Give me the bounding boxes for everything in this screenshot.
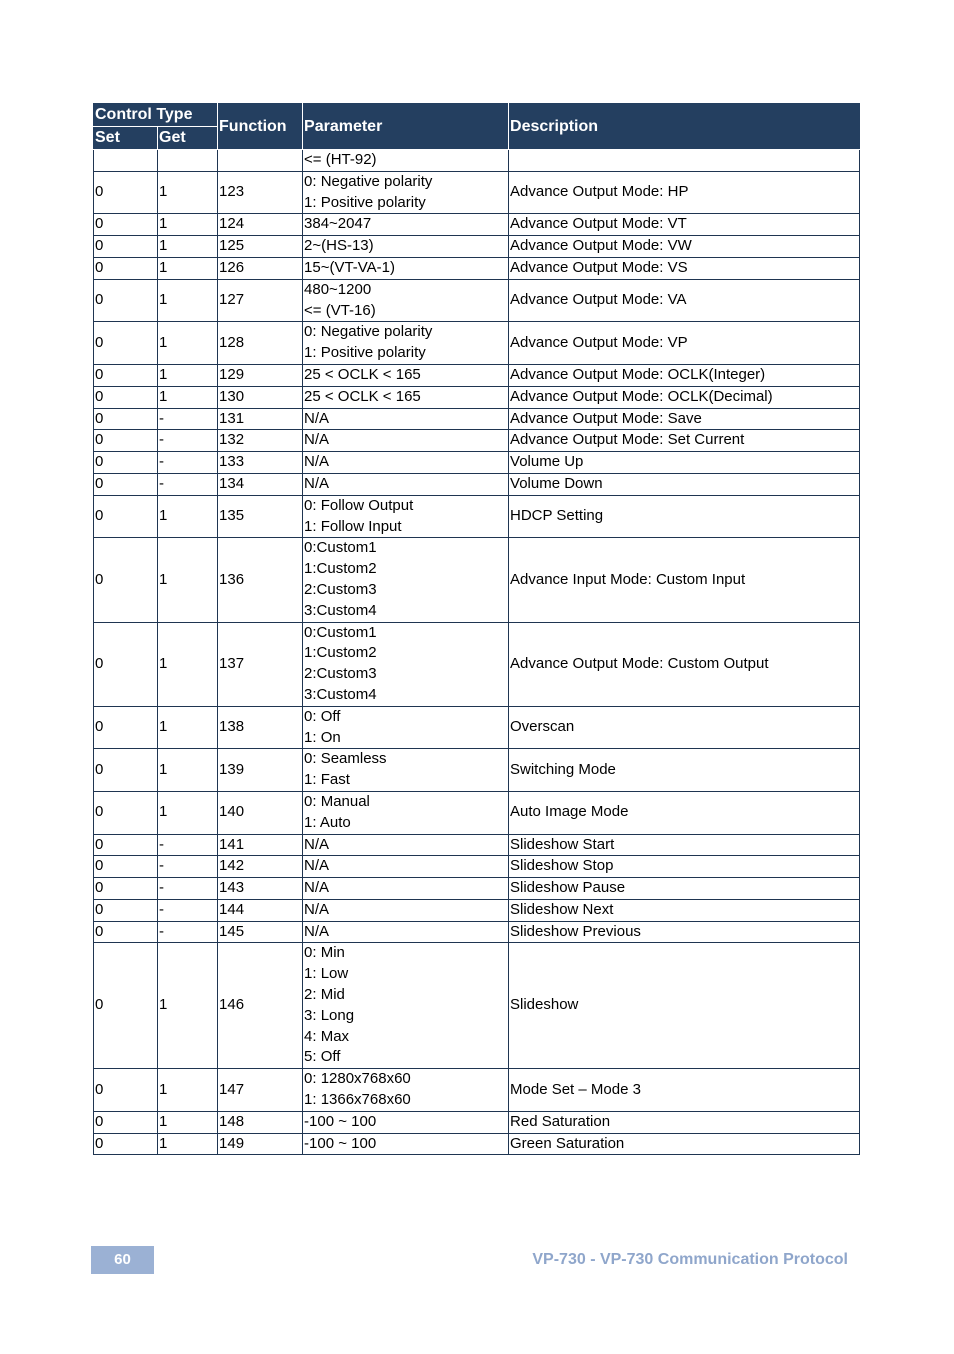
- cell-get: [158, 150, 218, 172]
- cell-description: Advance Output Mode: HP: [509, 171, 860, 214]
- parameter-line: 15~(VT-VA-1): [304, 258, 396, 276]
- cell-function: 146: [218, 943, 303, 1069]
- cell-function: 126: [218, 257, 303, 279]
- cell-description: Advance Output Mode: Set Current: [509, 430, 860, 452]
- header-control-type: Control Type: [94, 104, 218, 127]
- table-row: [94, 214, 860, 236]
- cell-get: -: [158, 452, 218, 474]
- cell-set: 0: [94, 279, 158, 322]
- parameter-line: 0:Custom1: [304, 623, 377, 641]
- header-get: Get: [158, 127, 218, 150]
- cell-parameter: [303, 899, 509, 921]
- table-row: [94, 622, 860, 706]
- table-row: [94, 452, 860, 474]
- cell-set: 0: [94, 538, 158, 622]
- header-function: Function: [218, 104, 303, 150]
- cell-function: 128: [218, 322, 303, 365]
- parameter-line: 3: Long: [304, 1006, 355, 1024]
- cell-set: 0: [94, 921, 158, 943]
- parameter-line: 1:Custom2: [304, 560, 377, 578]
- parameter-line: N/A: [304, 900, 330, 918]
- cell-parameter: [303, 834, 509, 856]
- table-row: [94, 171, 860, 214]
- cell-set: 0: [94, 171, 158, 214]
- parameter-line: 3:Custom4: [304, 601, 377, 619]
- cell-parameter: [303, 622, 509, 706]
- parameter-line: 0:Custom1: [304, 539, 377, 557]
- cell-description: Advance Input Mode: Custom Input: [509, 538, 860, 622]
- table-row: [94, 921, 860, 943]
- parameter-line: 0: 1280x768x60: [304, 1070, 411, 1088]
- cell-set: 0: [94, 749, 158, 792]
- parameter-line: N/A: [304, 409, 330, 427]
- footer-document-title: VP-730 - VP-730 Communication Protocol: [532, 1251, 848, 1268]
- cell-set: 0: [94, 1069, 158, 1112]
- cell-set: 0: [94, 430, 158, 452]
- cell-get: 1: [158, 538, 218, 622]
- cell-description: Mode Set – Mode 3: [509, 1069, 860, 1112]
- parameter-line: 2:Custom3: [304, 665, 377, 683]
- table-row: [94, 322, 860, 365]
- parameter-line: 1: Follow Input: [304, 517, 402, 535]
- table-row: [94, 791, 860, 834]
- cell-parameter: [303, 856, 509, 878]
- cell-description: Advance Output Mode: OCLK(Decimal): [509, 386, 860, 408]
- parameter-line: 4: Max: [304, 1027, 350, 1045]
- cell-get: 1: [158, 279, 218, 322]
- cell-get: 1: [158, 749, 218, 792]
- cell-get: 1: [158, 791, 218, 834]
- cell-set: 0: [94, 452, 158, 474]
- cell-description: Overscan: [509, 706, 860, 749]
- cell-set: 0: [94, 495, 158, 538]
- cell-description: Green Saturation: [509, 1133, 860, 1155]
- cell-description: Advance Output Mode: OCLK(Integer): [509, 364, 860, 386]
- cell-description: Slideshow Start: [509, 834, 860, 856]
- parameter-line: <= (HT-92): [304, 151, 377, 168]
- cell-parameter: [303, 1069, 509, 1112]
- table-row: [94, 538, 860, 622]
- cell-description: Slideshow Pause: [509, 878, 860, 900]
- cell-set: 0: [94, 834, 158, 856]
- cell-set: 0: [94, 214, 158, 236]
- table-row: [94, 943, 860, 1069]
- table-header: [94, 104, 860, 150]
- cell-parameter: [303, 279, 509, 322]
- parameter-line: N/A: [304, 835, 330, 853]
- cell-parameter: [303, 257, 509, 279]
- cell-description: Slideshow Next: [509, 899, 860, 921]
- cell-function: [218, 150, 303, 172]
- table-row: [94, 749, 860, 792]
- cell-set: 0: [94, 236, 158, 258]
- cell-function: 134: [218, 473, 303, 495]
- cell-description: Advance Output Mode: Save: [509, 408, 860, 430]
- cell-parameter: [303, 749, 509, 792]
- table-row: [94, 150, 860, 172]
- parameter-line: N/A: [304, 474, 330, 492]
- parameter-line: -100 ~ 100: [304, 1134, 377, 1152]
- parameter-line: 2:Custom3: [304, 580, 377, 598]
- parameter-line: 3:Custom4: [304, 685, 377, 703]
- cell-set: 0: [94, 473, 158, 495]
- cell-function: 140: [218, 791, 303, 834]
- cell-get: 1: [158, 236, 218, 258]
- cell-parameter: [303, 386, 509, 408]
- table-row: [94, 430, 860, 452]
- cell-set: 0: [94, 322, 158, 365]
- table-row: [94, 1133, 860, 1155]
- parameter-line: 1: Auto: [304, 813, 351, 831]
- parameter-line: 0: Min: [304, 944, 345, 962]
- cell-get: 1: [158, 364, 218, 386]
- parameter-line: 1: 1366x768x60: [304, 1091, 411, 1109]
- cell-parameter: [303, 1111, 509, 1133]
- table-row: [94, 1069, 860, 1112]
- cell-parameter: [303, 171, 509, 214]
- cell-parameter: [303, 878, 509, 900]
- cell-set: 0: [94, 257, 158, 279]
- cell-get: 1: [158, 495, 218, 538]
- header-parameter: Parameter: [303, 104, 509, 150]
- parameter-line: 1:Custom2: [304, 644, 377, 662]
- cell-set: [94, 150, 158, 172]
- cell-function: 143: [218, 878, 303, 900]
- cell-set: 0: [94, 943, 158, 1069]
- cell-parameter: [303, 408, 509, 430]
- table-row: [94, 408, 860, 430]
- cell-set: 0: [94, 1111, 158, 1133]
- parameter-line: 0: Follow Output: [304, 496, 414, 514]
- parameter-line: 0: Negative polarity: [304, 323, 433, 341]
- cell-set: 0: [94, 878, 158, 900]
- cell-function: 123: [218, 171, 303, 214]
- parameter-line: 1: Low: [304, 965, 349, 983]
- cell-description: Slideshow: [509, 943, 860, 1069]
- parameter-line: 1: On: [304, 728, 341, 746]
- table-row: [94, 495, 860, 538]
- cell-description: Advance Output Mode: Custom Output: [509, 622, 860, 706]
- cell-description: Slideshow Previous: [509, 921, 860, 943]
- cell-parameter: [303, 364, 509, 386]
- cell-function: 142: [218, 856, 303, 878]
- cell-parameter: [303, 430, 509, 452]
- cell-function: 133: [218, 452, 303, 474]
- cell-description: Advance Output Mode: VS: [509, 257, 860, 279]
- cell-get: -: [158, 921, 218, 943]
- cell-set: 0: [94, 899, 158, 921]
- cell-function: 137: [218, 622, 303, 706]
- cell-set: 0: [94, 1133, 158, 1155]
- parameter-line: 25 < OCLK < 165: [304, 387, 421, 405]
- parameter-line: <= (VT-16): [304, 301, 376, 319]
- table-row: [94, 856, 860, 878]
- cell-set: 0: [94, 706, 158, 749]
- cell-get: -: [158, 878, 218, 900]
- cell-function: 144: [218, 899, 303, 921]
- cell-get: -: [158, 899, 218, 921]
- cell-function: 136: [218, 538, 303, 622]
- parameter-line: N/A: [304, 453, 330, 471]
- cell-function: 139: [218, 749, 303, 792]
- cell-function: 131: [218, 408, 303, 430]
- cell-parameter: [303, 1133, 509, 1155]
- cell-function: 124: [218, 214, 303, 236]
- cell-parameter: [303, 150, 509, 172]
- cell-parameter: [303, 706, 509, 749]
- cell-function: 132: [218, 430, 303, 452]
- cell-function: 147: [218, 1069, 303, 1112]
- table-row: [94, 473, 860, 495]
- cell-parameter: [303, 322, 509, 365]
- cell-function: 138: [218, 706, 303, 749]
- cell-function: 127: [218, 279, 303, 322]
- parameter-line: 25 < OCLK < 165: [304, 365, 421, 383]
- cell-set: 0: [94, 622, 158, 706]
- table-row: [94, 386, 860, 408]
- parameter-line: 0: Off: [304, 707, 341, 725]
- cell-get: -: [158, 430, 218, 452]
- cell-get: -: [158, 834, 218, 856]
- table-row: [94, 878, 860, 900]
- cell-get: 1: [158, 214, 218, 236]
- table-row: [94, 706, 860, 749]
- cell-parameter: [303, 791, 509, 834]
- cell-parameter: [303, 538, 509, 622]
- cell-description: Volume Up: [509, 452, 860, 474]
- cell-description: Advance Output Mode: VT: [509, 214, 860, 236]
- cell-description: Volume Down: [509, 473, 860, 495]
- parameter-line: 1: Fast: [304, 771, 350, 789]
- table-row: [94, 899, 860, 921]
- parameter-line: 5: Off: [304, 1048, 341, 1066]
- cell-get: 1: [158, 943, 218, 1069]
- cell-description: Advance Output Mode: VW: [509, 236, 860, 258]
- cell-function: 129: [218, 364, 303, 386]
- parameter-line: 1: Positive polarity: [304, 193, 426, 211]
- cell-parameter: [303, 214, 509, 236]
- cell-get: -: [158, 856, 218, 878]
- cell-function: 145: [218, 921, 303, 943]
- cell-get: 1: [158, 1069, 218, 1112]
- protocol-table: [93, 103, 860, 1155]
- parameter-line: 480~1200: [304, 280, 372, 298]
- cell-description: Red Saturation: [509, 1111, 860, 1133]
- parameter-line: N/A: [304, 879, 330, 897]
- cell-set: 0: [94, 386, 158, 408]
- cell-get: 1: [158, 1133, 218, 1155]
- cell-set: 0: [94, 791, 158, 834]
- cell-parameter: [303, 236, 509, 258]
- page-number-badge: 60: [91, 1246, 154, 1274]
- parameter-line: N/A: [304, 857, 330, 875]
- header-description: Description: [509, 104, 860, 150]
- cell-function: 149: [218, 1133, 303, 1155]
- cell-function: 148: [218, 1111, 303, 1133]
- cell-set: 0: [94, 408, 158, 430]
- cell-get: 1: [158, 706, 218, 749]
- cell-function: 141: [218, 834, 303, 856]
- table-row: [94, 236, 860, 258]
- cell-description: Auto Image Mode: [509, 791, 860, 834]
- table-row: [94, 1111, 860, 1133]
- table-row: [94, 364, 860, 386]
- cell-set: 0: [94, 364, 158, 386]
- parameter-line: 2~(HS-13): [304, 237, 374, 255]
- cell-description: HDCP Setting: [509, 495, 860, 538]
- cell-description: Advance Output Mode: VA: [509, 279, 860, 322]
- parameter-line: 0: Negative polarity: [304, 172, 433, 190]
- cell-parameter: [303, 921, 509, 943]
- cell-function: 125: [218, 236, 303, 258]
- cell-get: 1: [158, 322, 218, 365]
- cell-description: Switching Mode: [509, 749, 860, 792]
- cell-set: 0: [94, 856, 158, 878]
- cell-description: [509, 150, 860, 172]
- cell-parameter: [303, 473, 509, 495]
- table-row: [94, 257, 860, 279]
- cell-parameter: [303, 943, 509, 1069]
- parameter-line: N/A: [304, 431, 330, 449]
- cell-get: 1: [158, 257, 218, 279]
- cell-parameter: [303, 495, 509, 538]
- parameter-line: N/A: [304, 922, 330, 940]
- table-body: [94, 150, 860, 1155]
- cell-description: Advance Output Mode: VP: [509, 322, 860, 365]
- header-set: Set: [94, 127, 158, 150]
- parameter-line: 0: Manual: [304, 792, 370, 810]
- table-row: [94, 834, 860, 856]
- cell-get: 1: [158, 386, 218, 408]
- cell-function: 135: [218, 495, 303, 538]
- parameter-line: 1: Positive polarity: [304, 344, 426, 362]
- cell-get: -: [158, 408, 218, 430]
- cell-parameter: [303, 452, 509, 474]
- parameter-line: 2: Mid: [304, 986, 345, 1004]
- table-row: [94, 279, 860, 322]
- cell-function: 130: [218, 386, 303, 408]
- parameter-line: 384~2047: [304, 215, 372, 233]
- cell-get: 1: [158, 171, 218, 214]
- cell-get: -: [158, 473, 218, 495]
- cell-get: 1: [158, 1111, 218, 1133]
- parameter-line: -100 ~ 100: [304, 1112, 377, 1130]
- parameter-line: 0: Seamless: [304, 750, 387, 768]
- cell-description: Slideshow Stop: [509, 856, 860, 878]
- cell-get: 1: [158, 622, 218, 706]
